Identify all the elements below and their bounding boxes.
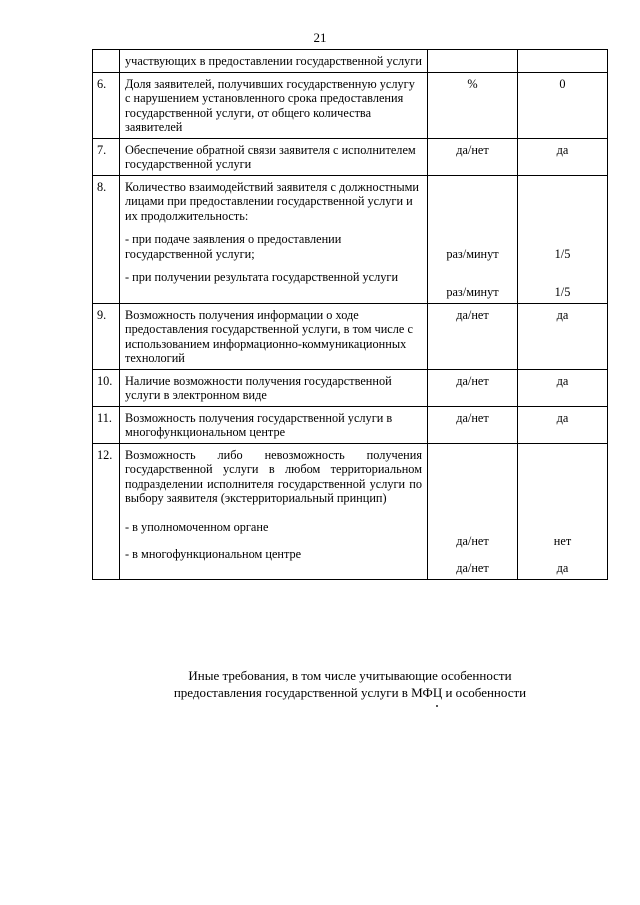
value-cell [518, 175, 608, 303]
sub-value: 1/5 [554, 246, 571, 261]
value-cell: да [518, 303, 608, 369]
value-cell: да [518, 369, 608, 406]
sub-value: да [556, 561, 569, 575]
sub-indicator-name: - при получении результата государственной услуги [125, 270, 399, 284]
table-row [93, 175, 608, 303]
unit-cell [428, 175, 518, 303]
indicator-name: Наличие возможности получения государственной услуги в электронном виде [120, 369, 428, 406]
indicator-name: Возможность получения информации о ходе предоставления государственной услуги, в том числе с использованием информационно-коммуникационных технологий [120, 303, 428, 369]
sub-indicator-name: - при подаче заявления о предоставлении государственной услуги; [125, 232, 342, 261]
sub-value: 1/5 [554, 285, 571, 299]
page-number: 21 [313, 30, 327, 45]
row-number: 10. [93, 369, 120, 406]
row-number: 7. [93, 138, 120, 175]
unit-cell: да/нет [428, 406, 518, 443]
value-cell [518, 443, 608, 579]
sub-unit: да/нет [456, 561, 489, 575]
row-number: 12. [93, 443, 120, 579]
row-number: 8. [93, 175, 120, 303]
sub-unit: раз/минут [446, 285, 499, 299]
unit-cell [428, 443, 518, 579]
unit-cell: % [428, 72, 518, 138]
table-row [93, 443, 608, 579]
value-cell [518, 50, 608, 73]
unit-cell: да/нет [428, 303, 518, 369]
indicators-table [92, 49, 608, 580]
sub-indicator-name: - в уполномоченном органе [125, 519, 269, 534]
value-cell: да [518, 406, 608, 443]
unit-cell: да/нет [428, 138, 518, 175]
sub-indicator-name: - в многофункциональном центре [125, 547, 302, 561]
row-number [93, 50, 120, 73]
indicator-name: Количество взаимодействий заявителя с должностными лицами при предоставлении государственной услуги и их продолжительность: [125, 179, 420, 223]
unit-cell: да/нет [428, 369, 518, 406]
unit-cell [428, 50, 518, 73]
indicator-name: участвующих в предоставлении государственной услуги [120, 50, 428, 73]
table-row [93, 406, 608, 443]
scan-speck [436, 705, 438, 707]
section-heading [100, 667, 600, 701]
value-cell: 0 [518, 72, 608, 138]
table-row [93, 369, 608, 406]
indicator-name: Возможность получения государственной услуги в многофункциональном центре [120, 406, 428, 443]
indicator-name: Обеспечение обратной связи заявителя с исполнителем государственной услуги [120, 138, 428, 175]
indicator-name: Возможность либо невозможность получения государственной услуги в любом территориальном подразделении исполнителя государственной услуги по выбору заявителя (экстерриториальный принцип) [125, 447, 422, 505]
row-number: 11. [93, 406, 120, 443]
sub-unit: раз/минут [446, 246, 499, 261]
table-row [93, 72, 608, 138]
sub-value: нет [553, 533, 572, 548]
section-heading-line: Иные требования, в том числе учитывающие особенности [188, 668, 512, 683]
row-number: 9. [93, 303, 120, 369]
section-heading-line: предоставления государственной услуги в МФЦ и особенности [173, 685, 527, 700]
value-cell: да [518, 138, 608, 175]
sub-unit: да/нет [456, 533, 489, 548]
indicator-name-group [120, 443, 428, 579]
row-number: 6. [93, 72, 120, 138]
table-row [93, 50, 608, 73]
indicator-name-group [120, 175, 428, 303]
table-row [93, 138, 608, 175]
table-row [93, 303, 608, 369]
indicator-name: Доля заявителей, получивших государственную услугу с нарушением установленного срока предоставления государственной услуги, от общего количества заявителей [120, 72, 428, 138]
